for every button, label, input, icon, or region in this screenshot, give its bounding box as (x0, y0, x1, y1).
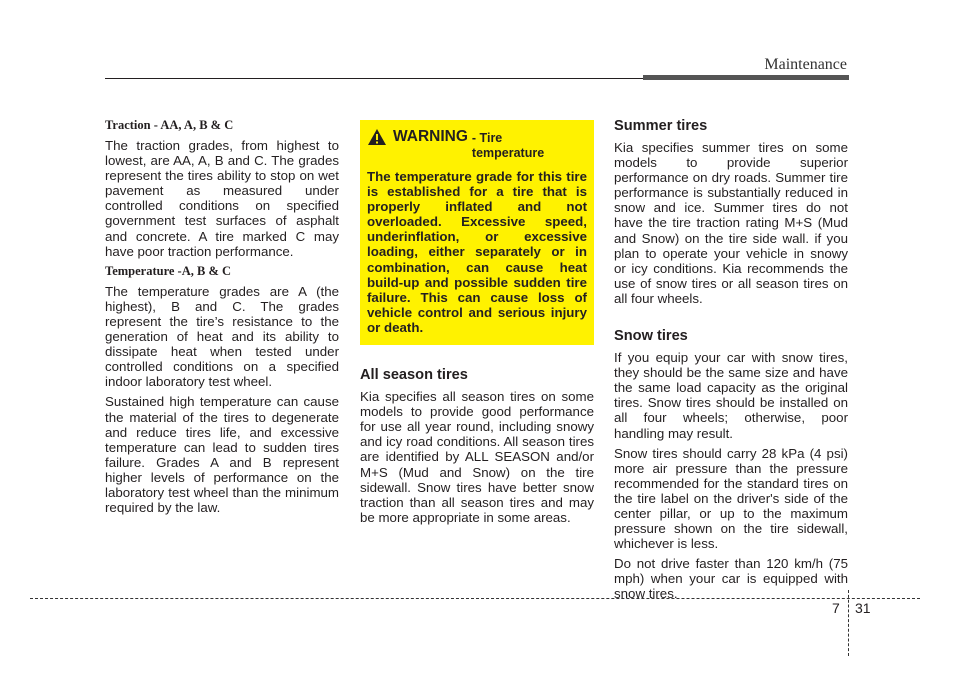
column-left (105, 118, 339, 515)
summer-paragraph: Kia specifies summer tires on some models to provide superior performance on dry roads. Summer tire performance is substantially reduced in snow and ice. Summer tires do not have the tire traction rating M+S (Mud and Snow) on the tire side wall. if you plan to operate your vehicle in snowy or icy conditions. Kia recommends the use of snow tires or all season tires on all four wheels. (614, 140, 848, 306)
summer-heading: Summer tires (614, 118, 708, 134)
snow-paragraph-1: If you equip your car with snow tires, they should be the same size and have the same load capacity as the original tires. Snow tires should be installed on all four wheels; otherwise, poor handling may result. (614, 350, 848, 441)
warning-subject: - Tire temperature (471, 131, 545, 160)
temperature-paragraph: The temperature grades are A (the highest), B and C. The grades represent the tire’s resistance to the generation of heat and its ability to dissipate heat when tested under controlled conditions on a specified indoor laboratory test wheel. (105, 283, 339, 390)
chapter-number: 7 (832, 600, 840, 616)
page-number: 31 (855, 600, 871, 616)
warning-box (360, 120, 594, 345)
warning-title (367, 128, 587, 161)
snow-paragraph-2: Snow tires should carry 28 kPa (4 psi) more air pressure than the pressure recommended for the standard tires on the tire label on the driver's side of the center pillar, or up to the maximum pressure shown on the tire sidewall, whichever is less. (614, 445, 848, 552)
traction-paragraph: The traction grades, from highest to lowest, are AA, A, B and C. The grades represent the tires ability to stop on wet pavement as measured under controlled conditions on specified government test surfaces of asphalt and concrete. A tire marked C may have poor traction performance. (105, 138, 339, 259)
snow-heading: Snow tires (614, 328, 688, 345)
sustained-paragraph: Sustained high temperature can cause the material of the tires to degenerate and reduce tires life, and excessive temperature can lead to sudden tires failure. Grades A and B represent higher levels of performance on the laboratory test wheel than the minimum required by the law. (105, 394, 339, 516)
traction-heading: Traction - AA, A, B & C (105, 118, 234, 132)
warning-triangle-icon (367, 128, 387, 146)
column-middle (360, 120, 594, 525)
header-bar (643, 75, 849, 80)
temperature-heading: Temperature -A, B & C (105, 263, 232, 278)
warning-text: The temperature grade for this tire is established for a tire that is properly inflated and not overloaded. Excessive speed, underinflation, or excessive loading, either separately or in combination, can cause heat build-up and possible sudden tire failure. This can cause loss of vehicle control and serious injury or death. (367, 169, 587, 335)
warning-word: WARNING (393, 128, 468, 145)
column-right (614, 118, 848, 602)
footer-divider (30, 598, 920, 599)
all-season-paragraph: Kia specifies all season tires on some models to provide good performance for use all year round, including snowy and icy road conditions. All season tires are identified by ALL SEASON and/or M+S (Mud and Snow) on the tire sidewall. Snow tires have better snow traction than all season tires and may be more appropriate in some areas. (360, 389, 594, 525)
all-season-heading: All season tires (360, 367, 468, 384)
snow-paragraph-3: Do not drive faster than 120 km/h (75 mph) when your car is equipped with snow tires. (614, 556, 848, 602)
section-title: Maintenance (764, 56, 847, 73)
footer-vertical-divider (848, 590, 849, 656)
